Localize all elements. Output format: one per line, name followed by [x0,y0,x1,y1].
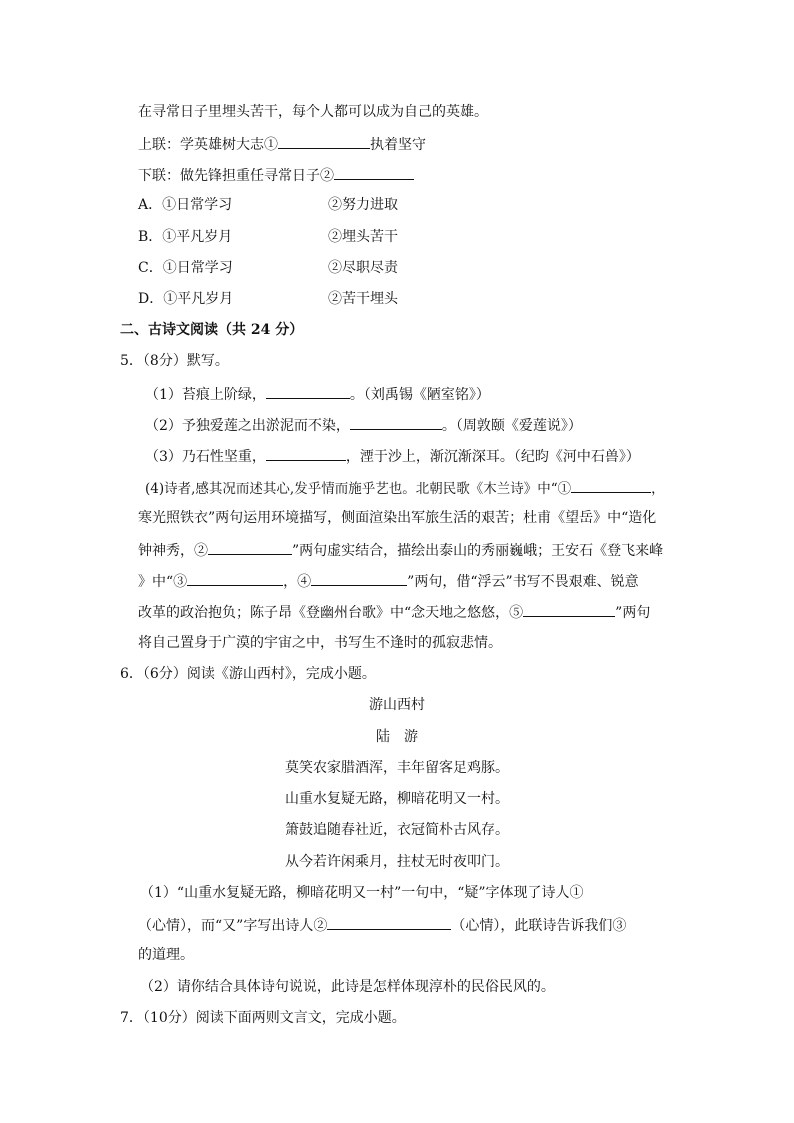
q4-lower-couplet [138,164,414,186]
q4-upper-post: 执着坚守 [370,137,426,153]
q5-l2-post: 。（周敦颐《爱莲说》） [441,418,582,434]
q5-para-4f: 将自己置身于广漠的宇宙之中，书写生不逢时的孤寂悲情。 [138,635,502,651]
option-a-second: ②努力进取 [328,197,398,213]
option-a[interactable] [138,195,232,215]
q6-sub1-b [138,914,626,936]
poem-line: 莫笑农家腊酒浑，丰年留客足鸡豚。 [285,760,509,776]
q5-l3-post: ，湮于沙上，渐沉渐深耳。（纪昀《河中石兽》） [345,449,640,465]
q5-para-4d [138,570,639,592]
option-c-second: ②尽职尽责 [328,260,398,276]
poem-line: 箫鼓追随春社近，衣冠简朴古风存。 [285,822,509,838]
q7-header: 7．（10分）阅读下面两则文言文，完成小题。 [120,1010,406,1026]
q5-p4e-post: ”两句 [615,605,651,621]
q5-p4a-post: ， [651,481,665,497]
answer-blank[interactable] [187,570,283,586]
answer-blank[interactable] [571,477,651,493]
q6-sub2: （2）请你结合具体诗句说说，此诗是怎样体现淳朴的民俗民风的。 [140,979,555,995]
option-d-second: ②苦干埋头 [328,291,398,307]
q5-p4a-pre: (4)诗者,感其况而述其心,发乎情而施乎艺也。北朝民歌《木兰诗》中“① [145,481,572,497]
q5-l2-pre: （2）予独爱莲之出淤泥而不染， [145,418,350,434]
option-b[interactable] [138,227,232,247]
answer-blank[interactable] [523,601,615,617]
option-d[interactable] [138,289,233,309]
q4-upper-pre: 上联：学英雄树大志① [138,137,278,153]
q4-upper-couplet [138,133,426,155]
q5-p4d-post: ”两句，借“浮云”书写不畏艰难、锐意 [407,574,639,590]
poem-author: 陆 游 [376,729,418,745]
q5-header: 5．（8分）默写。 [120,353,229,369]
q5-l1-pre: （1）苔痕上阶绿， [145,387,266,403]
answer-blank[interactable] [266,383,350,399]
q5-line-2 [145,414,582,436]
answer-blank[interactable] [350,414,442,430]
poem-line: 山重水复疑无路，柳暗花明又一村。 [285,791,509,807]
answer-blank[interactable] [208,539,292,555]
q5-para-4e [138,601,650,623]
q5-line-3 [145,445,640,467]
q5-p4c-post: ”两句虚实结合，描绘出泰山的秀丽巍峨；王安石《登飞来峰 [292,543,664,559]
poem-line: 从今若许闲乘月，拄杖无时夜叩门。 [285,854,509,870]
poem-title: 游山西村 [369,697,425,713]
q5-p4e-pre: 改革的政治抱负；陈子昂《登幽州台歌》中“念天地之悠悠，⑤ [138,605,524,621]
q5-para-4a [145,477,665,499]
q5-p4d-pre: 》中“③ [138,574,188,590]
q5-p4d-mid: ，④ [283,574,312,590]
q6-s1b-pre: （心情），而“又”字写出诗人② [138,918,328,934]
option-b-second: ②埋头苦干 [328,229,398,245]
option-a-first: A．①日常学习 [138,197,233,213]
q5-para-4c [138,539,663,561]
section-title: 二、古诗文阅读（共 24 分） [120,322,304,338]
q4-lower-pre: 下联：做先锋担重任寻常日子② [138,168,334,184]
q4-stem: 在寻常日子里埋头苦干，每个人都可以成为自己的英雄。 [138,104,488,120]
answer-blank[interactable] [334,164,414,180]
option-d-first: D．①平凡岁月 [138,291,234,307]
q5-line-1 [145,383,490,405]
answer-blank[interactable] [327,914,451,930]
option-b-first: B．①平凡岁月 [138,229,233,245]
q6-sub1-c: 的道理。 [138,947,194,963]
q6-sub1-a: （1）“山重水复疑无路，柳暗花明又一村”一句中，“疑”字体现了诗人① [140,885,584,901]
q6-s1b-post: （心情），此联诗告诉我们③ [451,918,627,934]
option-c-first: C．①日常学习 [138,260,233,276]
answer-blank[interactable] [311,570,407,586]
q5-p4c-pre: 钟神秀，② [138,543,208,559]
q5-l3-pre: （3）乃石性坚重， [145,449,266,465]
q5-para-4b: 寒光照铁衣”两句运用环境描写，侧面渲染出军旅生活的艰苦；杜甫《望岳》中“造化 [138,510,657,526]
q6-header: 6．（6分）阅读《游山西村》，完成小题。 [120,666,376,682]
q5-l1-post: 。（刘禹锡《陋室铭》） [349,387,490,403]
option-c[interactable] [138,258,233,278]
answer-blank[interactable] [278,133,370,149]
answer-blank[interactable] [266,445,346,461]
